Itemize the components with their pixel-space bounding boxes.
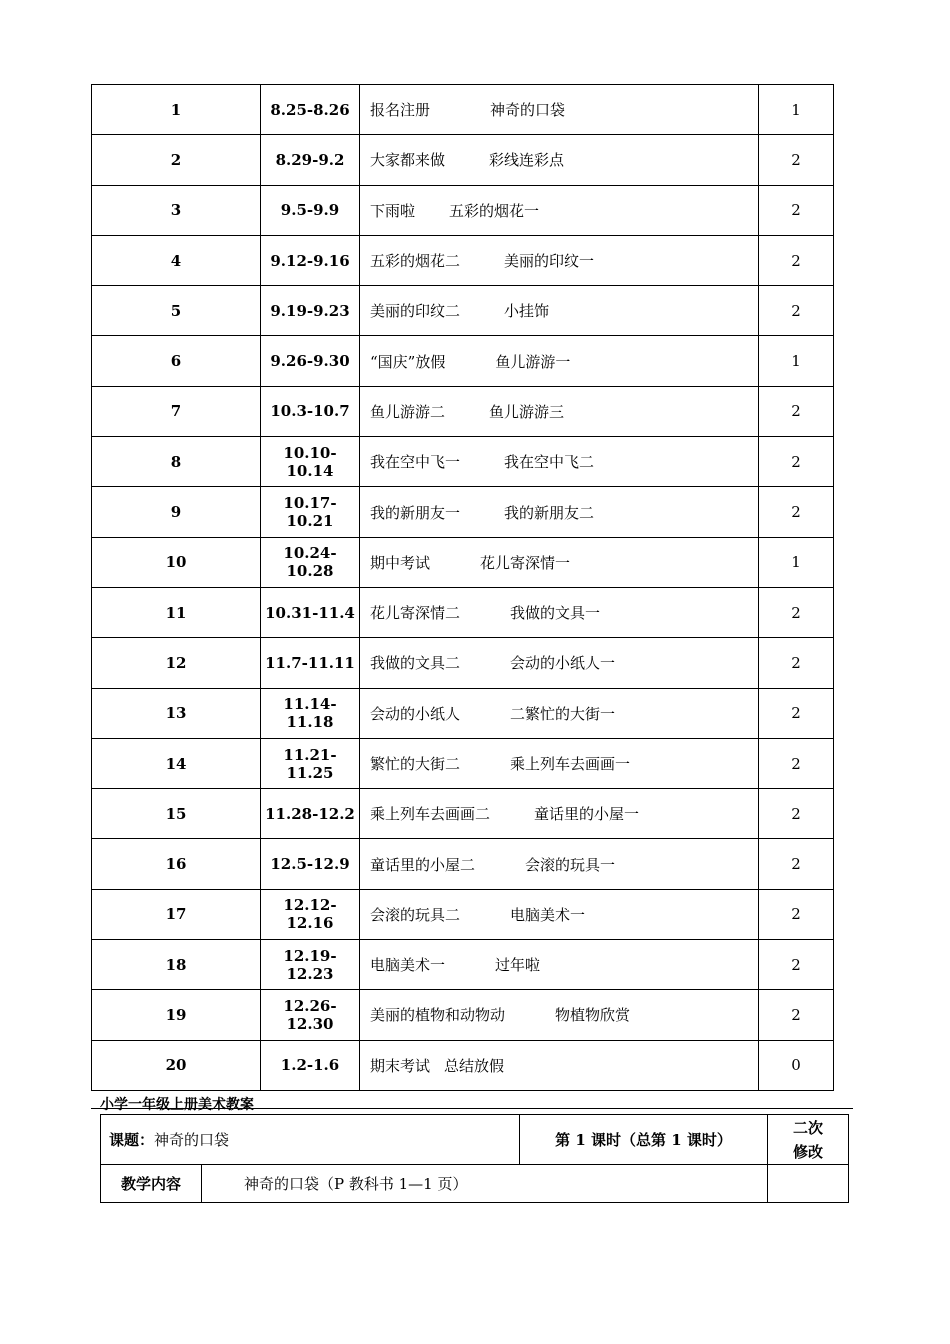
lesson-topics <box>360 235 759 285</box>
topic-second: 会滚的玩具一 <box>525 855 616 874</box>
class-hours: 0 <box>759 1040 834 1090</box>
lesson-topics <box>360 688 759 738</box>
topic-first: 下雨啦 <box>370 201 416 220</box>
schedule-row <box>92 286 834 336</box>
lesson-topics <box>360 1040 759 1090</box>
class-hours: 2 <box>759 286 834 336</box>
lesson-topics <box>360 487 759 537</box>
topic-first: 花儿寄深情二 <box>370 604 461 623</box>
topic-first: 童话里的小屋二 <box>370 855 476 874</box>
date-range: 12.5-12.9 <box>261 839 360 889</box>
class-hours: 2 <box>759 587 834 637</box>
week-number: 13 <box>92 688 261 738</box>
date-range: 9.12-9.16 <box>261 235 360 285</box>
date-range: 11.28-12.2 <box>261 789 360 839</box>
schedule-row <box>92 940 834 990</box>
date-range: 10.3-10.7 <box>261 386 360 436</box>
lesson-topics <box>360 789 759 839</box>
topic-second: 鱼儿游游三 <box>489 402 565 421</box>
topic-second: 二繁忙的大街一 <box>510 704 616 723</box>
topic-first: “国庆”放假 <box>370 352 446 371</box>
lesson-topics <box>360 386 759 436</box>
topic-first: 我在空中飞一 <box>370 453 461 472</box>
schedule-row <box>92 487 834 537</box>
week-number: 6 <box>92 336 261 386</box>
topic-first: 美丽的印纹二 <box>370 302 461 321</box>
class-hours: 2 <box>759 437 834 487</box>
topic-first: 五彩的烟花二 <box>370 252 461 271</box>
lesson-topics <box>360 135 759 185</box>
date-range: 11.7-11.11 <box>261 638 360 688</box>
topic-second: 物植物欣赏 <box>555 1006 631 1025</box>
topic-value: 神奇的口袋 <box>154 1131 230 1149</box>
period-cell: 第 1 课时（总第 1 课时） <box>520 1115 768 1165</box>
topic-cell <box>101 1115 520 1165</box>
revision-header-line1: 二次 <box>792 1118 823 1137</box>
topic-second: 美丽的印纹一 <box>504 252 595 271</box>
week-number: 12 <box>92 638 261 688</box>
schedule-row <box>92 437 834 487</box>
topic-first: 报名注册 <box>370 101 431 120</box>
date-range: 1.2-1.6 <box>261 1040 360 1090</box>
schedule-row <box>92 235 834 285</box>
week-number: 9 <box>92 487 261 537</box>
schedule-row <box>92 135 834 185</box>
lesson-topics <box>360 839 759 889</box>
caption-divider <box>91 1108 853 1109</box>
lesson-topics <box>360 537 759 587</box>
schedule-row <box>92 688 834 738</box>
class-hours: 1 <box>759 85 834 135</box>
schedule-row <box>92 1040 834 1090</box>
date-range: 11.21-11.25 <box>261 738 360 788</box>
lesson-topics <box>360 738 759 788</box>
week-number: 7 <box>92 386 261 436</box>
topic-second: 花儿寄深情一 <box>480 553 571 572</box>
topic-second: 总结放假 <box>444 1056 505 1075</box>
schedule-row <box>92 336 834 386</box>
schedule-row <box>92 85 834 135</box>
topic-second: 神奇的口袋 <box>490 101 566 120</box>
lesson-topics <box>360 638 759 688</box>
lesson-row-content <box>101 1165 849 1203</box>
topic-first: 鱼儿游游二 <box>370 402 446 421</box>
date-range: 12.19-12.23 <box>261 940 360 990</box>
topic-second: 我做的文具一 <box>510 604 601 623</box>
class-hours: 2 <box>759 839 834 889</box>
date-range: 8.29-9.2 <box>261 135 360 185</box>
class-hours: 2 <box>759 386 834 436</box>
topic-first: 繁忙的大街二 <box>370 755 461 773</box>
topic-second: 五彩的烟花一 <box>449 201 540 220</box>
topic-second: 彩线连彩点 <box>489 151 565 170</box>
schedule-row <box>92 386 834 436</box>
week-number: 3 <box>92 185 261 235</box>
date-range: 9.5-9.9 <box>261 185 360 235</box>
lesson-topics <box>360 286 759 336</box>
topic-first: 会滚的玩具二 <box>370 905 461 924</box>
topic-first: 我的新朋友一 <box>370 503 461 522</box>
topic-first: 我做的文具二 <box>370 654 461 673</box>
topic-second: 电脑美术一 <box>510 905 586 924</box>
date-range: 8.25-8.26 <box>261 85 360 135</box>
topic-first: 大家都来做 <box>370 151 446 170</box>
week-number: 14 <box>92 738 261 788</box>
date-range: 9.19-9.23 <box>261 286 360 336</box>
schedule-row <box>92 738 834 788</box>
topic-first: 会动的小纸人 <box>370 704 461 723</box>
topic-second: 我在空中飞二 <box>504 453 595 472</box>
lesson-row-topic <box>101 1115 849 1165</box>
schedule-row <box>92 185 834 235</box>
plan-caption: 小学一年级上册美术教案 <box>100 1097 254 1113</box>
revision-header-line2: 修改 <box>792 1142 823 1161</box>
week-number: 20 <box>92 1040 261 1090</box>
week-number: 8 <box>92 437 261 487</box>
class-hours: 2 <box>759 940 834 990</box>
schedule-row <box>92 789 834 839</box>
date-range: 10.24-10.28 <box>261 537 360 587</box>
lesson-topics <box>360 336 759 386</box>
schedule-row <box>92 638 834 688</box>
date-range: 10.17-10.21 <box>261 487 360 537</box>
week-number: 2 <box>92 135 261 185</box>
date-range: 12.26-12.30 <box>261 990 360 1040</box>
class-hours: 1 <box>759 537 834 587</box>
schedule-row <box>92 990 834 1040</box>
schedule-row <box>92 839 834 889</box>
class-hours: 1 <box>759 336 834 386</box>
week-number: 18 <box>92 940 261 990</box>
lesson-topics <box>360 587 759 637</box>
topic-first: 期中考试 <box>370 553 431 572</box>
schedule-row <box>92 537 834 587</box>
topic-second: 童话里的小屋一 <box>534 805 640 824</box>
week-number: 5 <box>92 286 261 336</box>
class-hours: 2 <box>759 235 834 285</box>
lesson-table <box>100 1114 849 1203</box>
topic-label: 课题： <box>109 1131 155 1149</box>
week-number: 17 <box>92 889 261 939</box>
class-hours: 2 <box>759 185 834 235</box>
topic-second: 小挂饰 <box>504 302 550 321</box>
class-hours: 2 <box>759 789 834 839</box>
week-number: 16 <box>92 839 261 889</box>
schedule-table <box>91 84 834 1091</box>
topic-first: 美丽的植物和动物动 <box>370 1006 506 1025</box>
topic-second: 鱼儿游游一 <box>495 352 571 371</box>
week-number: 1 <box>92 85 261 135</box>
lesson-topics <box>360 990 759 1040</box>
class-hours: 2 <box>759 990 834 1040</box>
lesson-topics <box>360 437 759 487</box>
date-range: 12.12-12.16 <box>261 889 360 939</box>
revision-header <box>768 1115 849 1165</box>
week-number: 15 <box>92 789 261 839</box>
class-hours: 2 <box>759 638 834 688</box>
class-hours: 2 <box>759 738 834 788</box>
week-number: 4 <box>92 235 261 285</box>
date-range: 10.31-11.4 <box>261 587 360 637</box>
content-value: 神奇的口袋（P 教科书 1—1 页） <box>202 1165 768 1203</box>
topic-first: 乘上列车去画画二 <box>370 805 491 824</box>
topic-first: 期末考试 <box>370 1056 431 1075</box>
schedule-row <box>92 889 834 939</box>
topic-second: 会动的小纸人一 <box>510 654 616 673</box>
topic-second: 过年啦 <box>495 956 541 975</box>
date-range: 9.26-9.30 <box>261 336 360 386</box>
schedule-row <box>92 587 834 637</box>
lesson-topics <box>360 185 759 235</box>
date-range: 10.10-10.14 <box>261 437 360 487</box>
date-range: 11.14-11.18 <box>261 688 360 738</box>
topic-first: 电脑美术一 <box>370 956 446 975</box>
lesson-topics <box>360 940 759 990</box>
week-number: 11 <box>92 587 261 637</box>
topic-second: 我的新朋友二 <box>504 503 595 522</box>
class-hours: 2 <box>759 889 834 939</box>
topic-second: 乘上列车去画画一 <box>510 755 631 773</box>
lesson-topics <box>360 85 759 135</box>
lesson-topics <box>360 889 759 939</box>
class-hours: 2 <box>759 688 834 738</box>
week-number: 19 <box>92 990 261 1040</box>
content-label: 教学内容 <box>101 1165 202 1203</box>
revision-value <box>768 1165 849 1203</box>
class-hours: 2 <box>759 135 834 185</box>
schedule-body <box>92 85 834 1091</box>
class-hours: 2 <box>759 487 834 537</box>
week-number: 10 <box>92 537 261 587</box>
